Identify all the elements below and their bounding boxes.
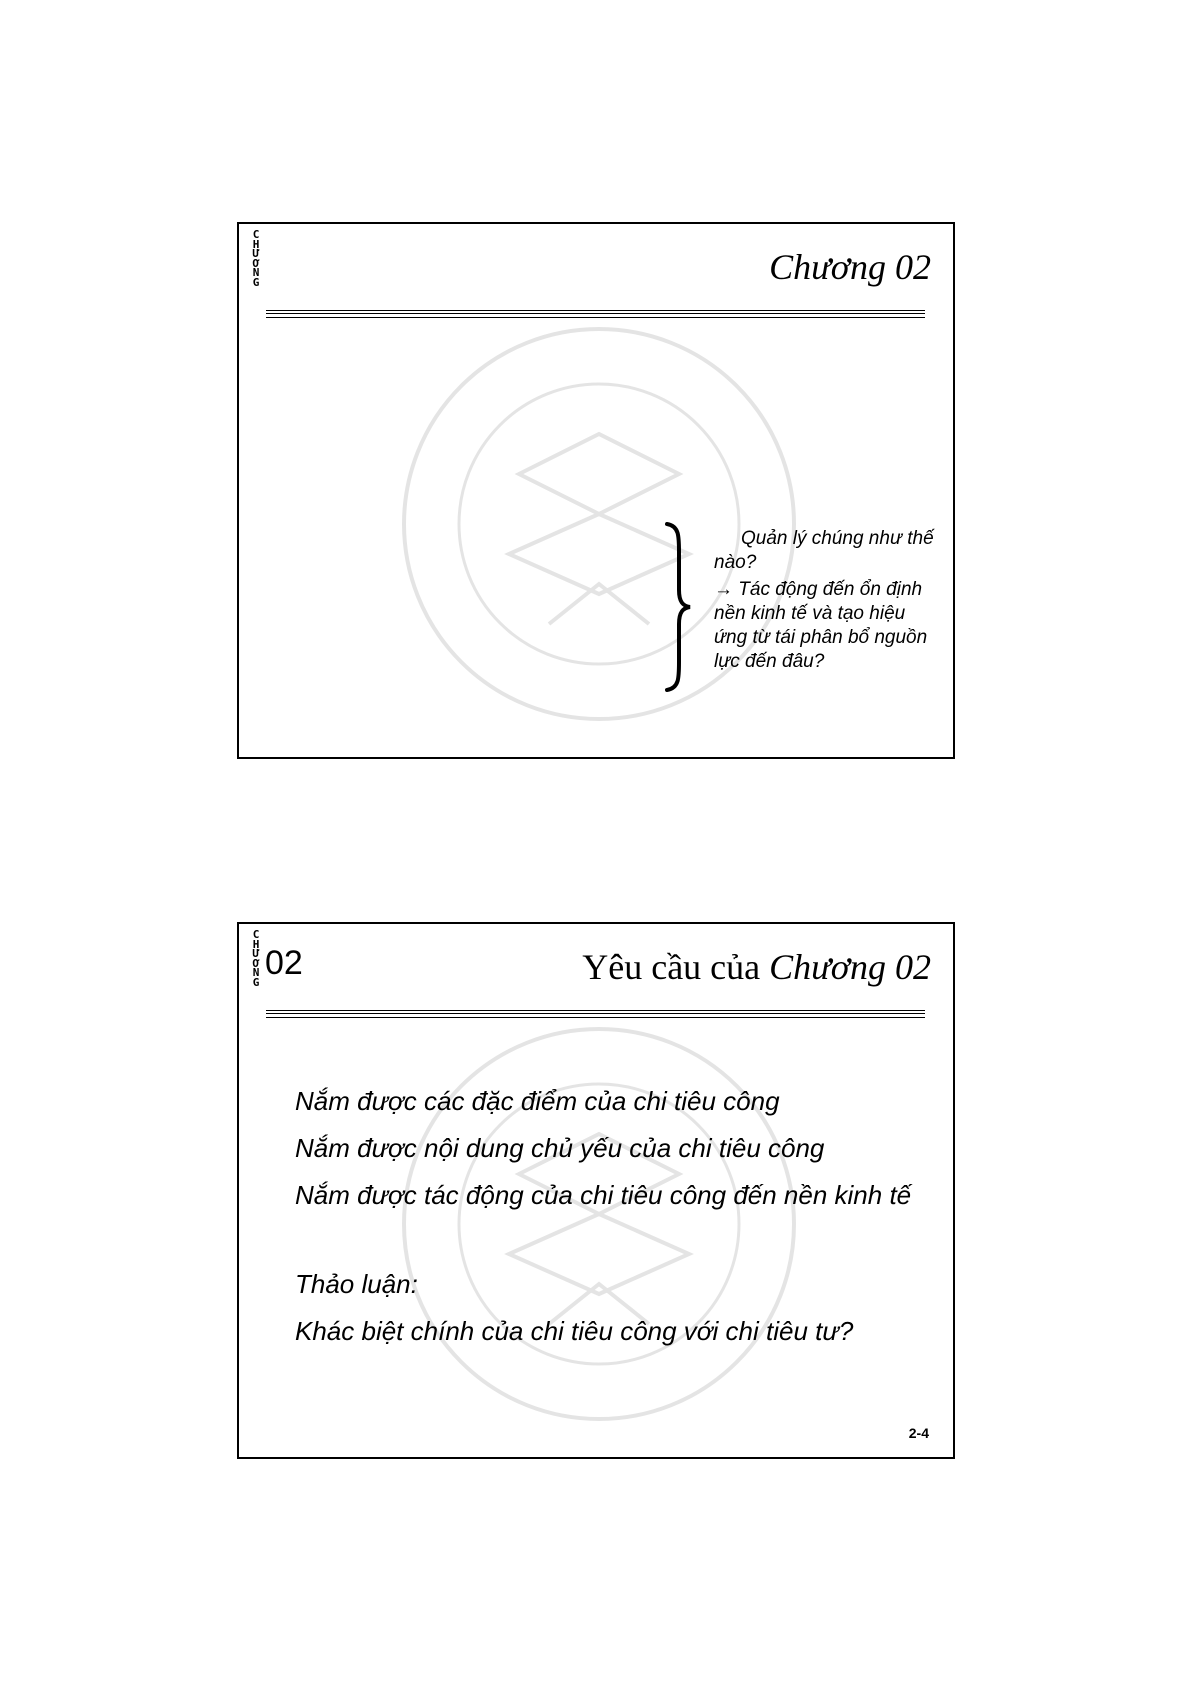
slide-title: Chương 02 bbox=[769, 247, 931, 287]
title-divider bbox=[266, 1010, 925, 1018]
curly-brace-icon bbox=[663, 522, 693, 692]
page-number: 2-4 bbox=[908, 1425, 929, 1441]
requirements-list bbox=[295, 1086, 935, 1363]
note-question: Quản lý chúng như thế nào? bbox=[714, 528, 934, 573]
slide-chuong-02-intro bbox=[237, 222, 955, 759]
requirement-item: Nắm được tác động của chi tiêu công đến nền kinh tế bbox=[295, 1180, 912, 1210]
requirement-item: Nắm được các đặc điểm của chi tiêu công bbox=[295, 1086, 780, 1116]
chuong-vertical-logo: C H Ư Ơ N G bbox=[252, 928, 260, 989]
chapter-number: 02 bbox=[265, 944, 303, 982]
slide-title: Yêu cầu của Chương 02 bbox=[582, 947, 931, 987]
slide-yeu-cau-chuong-02 bbox=[237, 922, 955, 1459]
discussion-label: Thảo luận: bbox=[295, 1269, 418, 1299]
note-answer: → Tác động đến ổn định nền kinh tế và tạo hiệu ứng từ tái phân bổ nguồn lực đến đâu? bbox=[714, 579, 928, 672]
title-divider bbox=[266, 310, 925, 318]
discussion-question: Khác biệt chính của chi tiêu công với chi tiêu tư? bbox=[295, 1316, 854, 1346]
requirement-item: Nắm được nội dung chủ yếu của chi tiêu công bbox=[295, 1133, 825, 1163]
chuong-vertical-logo: C H Ư Ơ N G bbox=[252, 228, 260, 289]
management-note bbox=[714, 527, 934, 674]
